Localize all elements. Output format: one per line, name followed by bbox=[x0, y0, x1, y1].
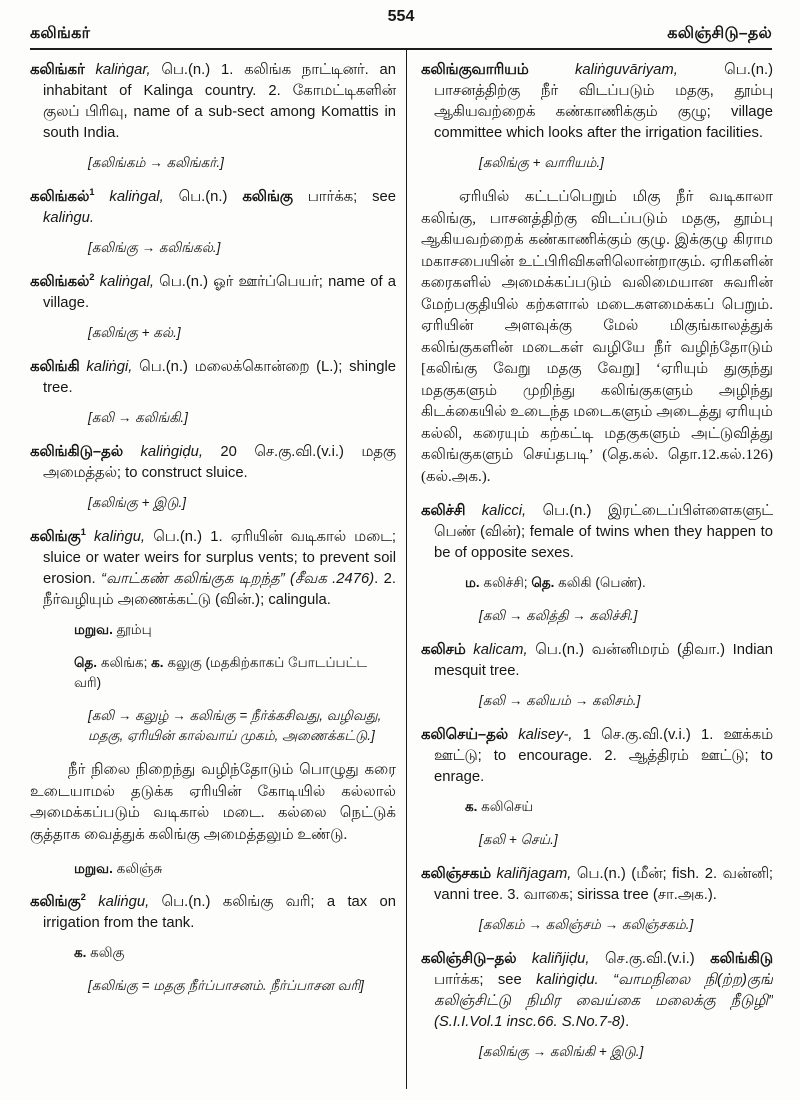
italic-text: kaliṅgal, bbox=[109, 189, 164, 205]
plain-text: [கலி → கலிங்கி.] bbox=[88, 410, 188, 425]
entry-def-block bbox=[421, 725, 773, 788]
plain-text: தூம்பு bbox=[112, 622, 152, 637]
plain-text: [கலி → கலித்தி → கலிச்சி.] bbox=[479, 608, 638, 623]
italic-text: kaliṅgu, bbox=[94, 529, 146, 545]
entry-ety-block bbox=[88, 706, 396, 746]
plain-text: . 2. நீர்வழியும் அணைக்கட்டு (வின்.); calingula. bbox=[43, 571, 396, 608]
plain-text: [கலிங்கு + வாரியம்.] bbox=[479, 155, 604, 170]
plain-text: [கலி + செய்.] bbox=[479, 832, 558, 847]
headword-or-bold-text: கலிங்கிடு–தல் bbox=[30, 444, 141, 460]
header-guideword-left: கலிங்கர் bbox=[30, 25, 91, 42]
plain-text: பெ.(n.) bbox=[163, 189, 243, 205]
entry-def-block bbox=[30, 442, 396, 484]
headword-or-bold-text: ம. bbox=[465, 575, 480, 590]
homograph-number: 2 bbox=[80, 892, 86, 904]
headword-or-bold-text: கலிங்கர் bbox=[30, 62, 96, 78]
headword-or-bold-text: கலிங்கல் bbox=[30, 189, 90, 205]
headword-or-bold-text: கலிச்சி bbox=[421, 503, 482, 519]
entry-def-block bbox=[421, 640, 773, 682]
plain-text: கலிஞ்சு bbox=[112, 861, 163, 876]
plain-text: செ.கு.வி.(v.i.) bbox=[589, 951, 711, 967]
entry-cog-block bbox=[74, 653, 396, 693]
plain-text: கலிசெய் bbox=[477, 799, 534, 814]
headword-or-bold-text: கலிசெய்–தல் bbox=[421, 727, 519, 743]
headword-or-bold-text: கலிங்கு bbox=[30, 529, 81, 545]
entry-cog-block bbox=[465, 797, 773, 817]
italic-text: kaliṅgar, bbox=[95, 62, 151, 78]
italic-text: “வாமநிலை நி(ற்ற)குங் கலிஞ்சிட்டு நிமிர வைய்கை மலைக்கு நீடுழி” (S.I.I.Vol.1 insc.66. S.No.7-8) bbox=[434, 972, 773, 1030]
dictionary-entry bbox=[30, 272, 396, 343]
plain-text: கலிகி (பெண்). bbox=[554, 575, 646, 590]
entry-def-block bbox=[30, 187, 396, 229]
page-number: 554 bbox=[387, 8, 415, 25]
headword-or-bold-text: க. bbox=[151, 655, 164, 670]
plain-text bbox=[86, 529, 94, 545]
plain-text bbox=[599, 972, 613, 988]
plain-text: [கலிங்கு → கலிங்கல்.] bbox=[88, 240, 221, 255]
plain-text bbox=[86, 894, 98, 910]
entry-ety-block bbox=[88, 976, 396, 996]
dictionary-entry bbox=[421, 725, 773, 850]
dictionary-entry bbox=[421, 501, 773, 626]
headword-or-bold-text: கலிங்கு bbox=[242, 189, 293, 205]
entry-ety-block bbox=[479, 153, 773, 173]
headword-or-bold-text: கலிங்கு bbox=[30, 894, 81, 910]
italic-text: kaliṅgiḍu. bbox=[536, 972, 599, 988]
dictionary-entry bbox=[421, 864, 773, 935]
plain-text: பெ.(n.) வன்னிமரம் (திவா.) Indian mesquit tree. bbox=[434, 642, 773, 679]
italic-text: kalisey-, bbox=[518, 727, 573, 743]
plain-text: பார்க்க; see bbox=[292, 189, 396, 205]
dictionary-entry bbox=[30, 527, 396, 879]
entry-ety-block bbox=[479, 830, 773, 850]
entry-def-block bbox=[30, 60, 396, 144]
headword-or-bold-text: மறுவ. bbox=[74, 861, 113, 876]
dictionary-entry bbox=[421, 60, 773, 488]
entry-cog-block bbox=[74, 859, 396, 879]
headword-or-bold-text: கலிங்கிடு bbox=[710, 951, 773, 967]
headword-or-bold-text: தெ. bbox=[74, 655, 98, 670]
homograph-number: 2 bbox=[89, 272, 95, 284]
italic-text: kaliṅguvāriyam, bbox=[575, 62, 678, 78]
entry-def-block bbox=[421, 501, 773, 564]
headword-or-bold-text: தெ. bbox=[531, 575, 555, 590]
dictionary-entry bbox=[421, 640, 773, 711]
entry-def-block bbox=[30, 527, 396, 611]
plain-text: பார்க்க; see bbox=[434, 972, 537, 988]
plain-text: 20 செ.கு.வி.(v.i.) மதகு அமைத்தல்; to construct sluice. bbox=[43, 444, 396, 481]
plain-text bbox=[95, 189, 110, 205]
headword-or-bold-text: க. bbox=[74, 945, 87, 960]
plain-text: பெ.(n.) மலைக்கொன்றை (L.); shingle tree. bbox=[43, 359, 396, 396]
headword-or-bold-text: க. bbox=[465, 799, 478, 814]
plain-text: ஏரியில் கட்டப்பெறும் மிகு நீர் வடிகாலா கலிங்கு, பாசனத்திற்கு விடப்படும் மதகு, தூம்பு ஆகியவற்றைக் கண்காணிக்கும் குழு. இக்குழு கிராம மகாசபையின் உட்பிரிவிகளிலொன்றாகும். ஏரிகளின் கரைகளில் அமைக்கப்படும் வலிமையான சுவரின் மேற்பகுதியில் கற்களால் மடைகளமைக்கப் பெறும். ஏரியின் அளவுக்கு மேல் மிகுங்காலத்துக் கலிங்குகளின் மடைகள் வழியே நீர் வழிந்தோடும் [கலிங்கு வேறு மதகு வேறு] ‘ஏரியும் துகுந்து மதகுகளும் முறிந்து கலிங்குகளும் அழிந்து கிடக்கையில் உடைந்த மடைகளும் அடைத்து ஏரியும் கல்லி, கரையும் கற்கட்டி மதகுகளும் அட்டுவித்து கலிங்குகளும் செய்தபடி’ (தெ.கல். தொ.12.கல்.126) (கல்.அக.). bbox=[421, 189, 773, 485]
plain-text: கலிங்க; bbox=[97, 655, 152, 670]
plain-text: கலிச்சி; bbox=[479, 575, 532, 590]
entry-ety-block bbox=[88, 238, 396, 258]
dictionary-entry bbox=[30, 60, 396, 173]
entry-ety-block bbox=[479, 691, 773, 711]
plain-text: பெ.(n.) (மீன்; fish. 2. வன்னி; vanni tree. 3. வாகை; sirissa tree (சா.அக.). bbox=[434, 866, 773, 903]
plain-text: பெ.(n.) பாசனத்திற்கு நீர் விடப்படும் மதகு, தூம்பு ஆகியவற்றைக் கண்காணிக்கும் குழு; village committee which looks after the irrigation facilities. bbox=[434, 62, 773, 141]
dictionary-entry bbox=[30, 442, 396, 513]
plain-text: பெ.(n.) 1. கலிங்க நாட்டினர். an inhabitant of Kalinga country. 2. கோமட்டிகளின் குலப் பிரிவு, name of a sub-sect among Komattis in south India. bbox=[43, 62, 396, 141]
homograph-number: 1 bbox=[89, 187, 95, 199]
entry-def-block bbox=[421, 864, 773, 906]
entry-ety-block bbox=[88, 323, 396, 343]
plain-text: 1 செ.கு.வி.(v.i.) 1. ஊக்கம் ஊட்டு; to encourage. 2. ஆத்திரம் ஊட்டு; to enrage. bbox=[434, 727, 773, 785]
plain-text: நீர் நிலை நிறைந்து வழிந்தோடும் பொழுது கரை உடையாமல் தடுக்க ஏரியின் கோடியில் கல்லால் அமைக்கப்படும் வடிகால் மடை. கல்லை நெட்டுக் குத்தாக வைத்துக் கலிங்கு அமைத்தலும் உண்டு. bbox=[30, 762, 396, 843]
header-rule bbox=[30, 48, 772, 50]
italic-text: “வாட்கண் கலிங்குக டிறந்த” (சீவக .2476) bbox=[101, 571, 375, 587]
plain-text: . bbox=[625, 1014, 630, 1030]
headword-or-bold-text: கலிஞ்சிடு–தல் bbox=[421, 951, 532, 967]
plain-text: [கலிங்கு = மதகு நீர்ப்பாசனம். நீர்ப்பாசன வரி] bbox=[88, 978, 364, 993]
dictionary-entry bbox=[421, 949, 773, 1062]
header-guideword-right: கலிஞ்சிடு–தல் bbox=[667, 25, 772, 42]
headword-or-bold-text: மறுவ. bbox=[74, 622, 113, 637]
italic-text: kaliṅgiḍu, bbox=[140, 444, 203, 460]
plain-text: [கலிங்கு + இடு.] bbox=[88, 495, 186, 510]
entry-cog-block bbox=[74, 943, 396, 963]
italic-text: kalicam, bbox=[473, 642, 528, 658]
entry-cog-block bbox=[74, 620, 396, 640]
headword-or-bold-text: கலிசம் bbox=[421, 642, 474, 658]
italic-text: kalicci, bbox=[481, 503, 527, 519]
headword-or-bold-text: கலிங்குவாரியம் bbox=[421, 62, 576, 78]
plain-text: [கலிங்கு + கல்.] bbox=[88, 325, 181, 340]
plain-text: பெ.(n.) 1. ஏரியின் வடிகால் மடை; sluice or water weirs for surplus vents; to prevent soil erosion. bbox=[43, 529, 396, 587]
plain-text: [கலிங்கு → கலிங்கி + இடு.] bbox=[479, 1044, 644, 1059]
entry-para-block bbox=[421, 187, 773, 488]
entry-def-block bbox=[30, 357, 396, 399]
italic-text: kaliṅgal, bbox=[99, 274, 155, 290]
italic-text: kaliñjagam, bbox=[496, 866, 572, 882]
plain-text: கலுகு (மதகிற்காகப் போடப்பட்ட வரி) bbox=[74, 655, 368, 690]
plain-text: பெ.(n.) கலிங்கு வரி; a tax on irrigation from the tank. bbox=[43, 894, 396, 931]
headword-or-bold-text: கலிங்கி bbox=[30, 359, 87, 375]
plain-text: பெ.(n.) இரட்டைப்பிள்ளைகளுட் பெண் (வின்); female of twins when they happen to be of opposite sexes. bbox=[434, 503, 773, 561]
plain-text: [கலி → கலியம் → கலிசம்.] bbox=[479, 693, 641, 708]
entry-def-block bbox=[421, 60, 773, 144]
plain-text: கலிகு bbox=[86, 945, 125, 960]
dictionary-entry bbox=[30, 892, 396, 996]
entry-ety-block bbox=[88, 153, 396, 173]
plain-text: [கலி → கலுழ் → கலிங்கு = நீர்க்கசிவது, வழிவது, மதகு, ஏரியின் கால்வாய் முகம், அணைக்கட்டு.] bbox=[88, 708, 382, 743]
plain-text: பெ.(n.) ஓர் ஊர்ப்பெயர்; name of a village. bbox=[43, 274, 396, 311]
running-header bbox=[30, 8, 772, 46]
entry-ety-block bbox=[479, 606, 773, 626]
entry-ety-block bbox=[88, 493, 396, 513]
entry-def-block bbox=[421, 949, 773, 1033]
headword-or-bold-text: கலிஞ்சகம் bbox=[421, 866, 497, 882]
entry-ety-block bbox=[479, 915, 773, 935]
dictionary-entry bbox=[30, 357, 396, 428]
italic-text: kaliṅgi, bbox=[86, 359, 133, 375]
right-column bbox=[421, 60, 773, 1092]
entry-def-block bbox=[30, 892, 396, 934]
italic-text: kaliñjiḍu, bbox=[531, 951, 590, 967]
homograph-number: 1 bbox=[80, 527, 86, 539]
entry-ety-block bbox=[479, 1042, 773, 1062]
entry-cog-block bbox=[465, 573, 773, 593]
italic-text: kaliṅgu, bbox=[98, 894, 150, 910]
left-column bbox=[30, 60, 396, 1092]
entry-def-block bbox=[30, 272, 396, 314]
entry-ety-block bbox=[88, 408, 396, 428]
dictionary-entry bbox=[30, 187, 396, 258]
plain-text: [கலிங்கம் → கலிங்கர்.] bbox=[88, 155, 224, 170]
headword-or-bold-text: கலிங்கல் bbox=[30, 274, 90, 290]
entry-para-block bbox=[30, 760, 396, 846]
italic-text: kaliṅgu. bbox=[43, 210, 95, 226]
column-divider bbox=[406, 49, 407, 1089]
plain-text: [கலிகம் → கலிஞ்சம் → கலிஞ்சகம்.] bbox=[479, 917, 694, 932]
